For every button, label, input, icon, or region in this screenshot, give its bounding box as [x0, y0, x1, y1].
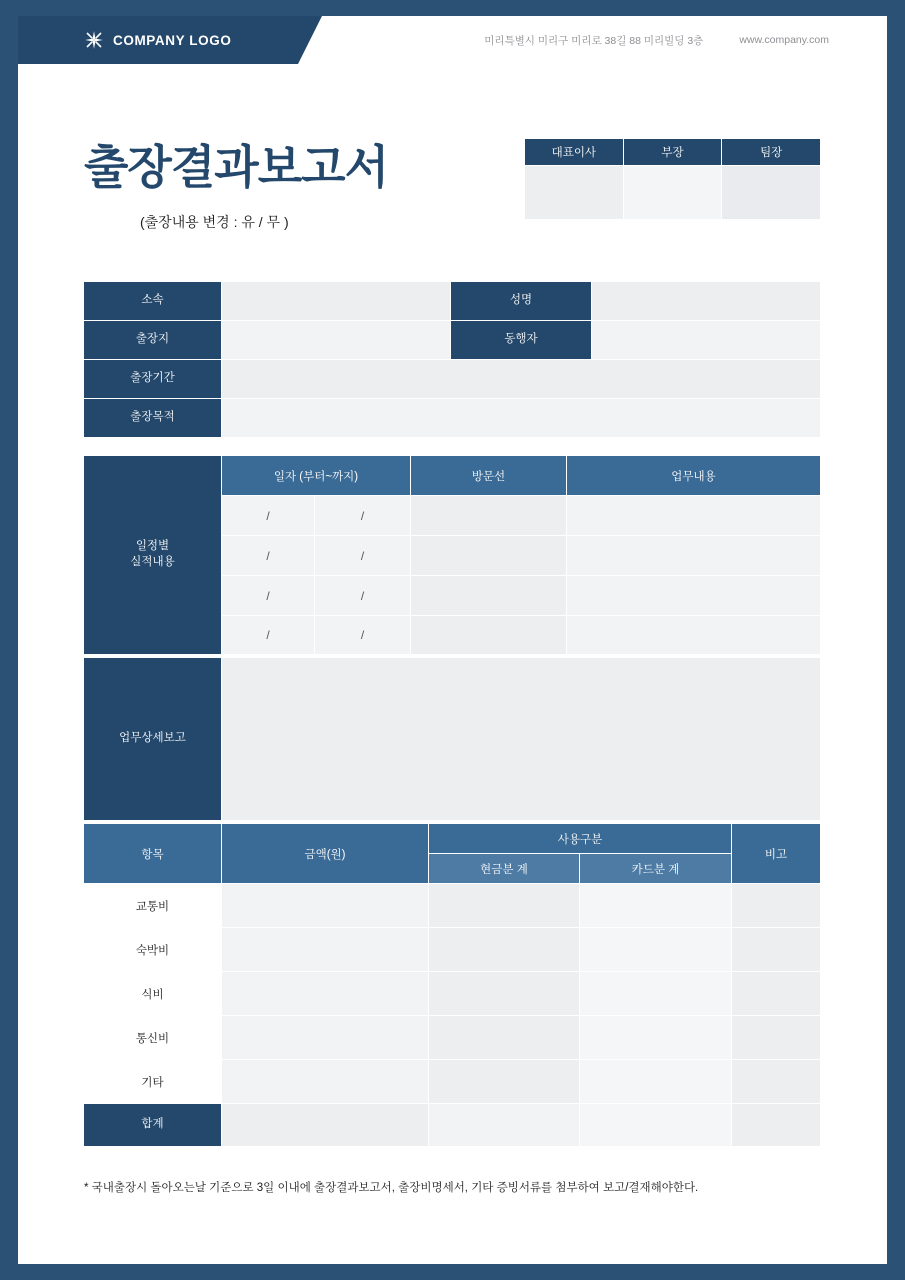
approval-label-manager: 부장	[624, 139, 722, 165]
row-label-communication: 통신비	[135, 1032, 170, 1045]
schedule-table	[84, 456, 820, 654]
cell-note-meals[interactable]	[732, 972, 820, 1015]
cell-card-meals[interactable]	[580, 972, 731, 1015]
row-label-meals: 식비	[141, 988, 164, 1001]
cell-date-from-2[interactable]: /	[222, 536, 314, 575]
company-address: 미리특별시 미리구 미리로 38길 88 미리빌딩 3층	[484, 34, 704, 47]
cell-card-transport[interactable]	[580, 884, 731, 927]
cell-note-transport[interactable]	[732, 884, 820, 927]
cell-amount-transport[interactable]	[222, 884, 428, 927]
approval-label-ceo: 대표이사	[525, 139, 623, 165]
cell-cash-communication[interactable]	[429, 1016, 579, 1059]
column-header-date: 일자 (부터~까지)	[222, 456, 410, 495]
cell-amount-communication[interactable]	[222, 1016, 428, 1059]
label-period: 출장기간	[84, 360, 221, 398]
cell-amount-etc[interactable]	[222, 1060, 428, 1103]
approval-label-teamlead: 팀장	[722, 139, 820, 165]
approval-signature-teamlead[interactable]	[722, 165, 820, 219]
page-header	[18, 16, 887, 64]
cell-visit-3[interactable]	[411, 576, 566, 615]
cell-note-lodging[interactable]	[732, 928, 820, 971]
cell-work-3[interactable]	[567, 576, 820, 615]
column-header-cash: 현금분 계	[429, 854, 579, 883]
field-destination[interactable]	[222, 321, 450, 359]
cell-card-total[interactable]	[580, 1104, 731, 1146]
cell-amount-lodging[interactable]	[222, 928, 428, 971]
cell-date-from-3[interactable]: /	[222, 576, 314, 615]
column-header-card: 카드분 계	[580, 854, 731, 883]
cell-date-to-2[interactable]: /	[315, 536, 410, 575]
company-website: www.company.com	[739, 34, 829, 46]
approval-column-manager	[623, 139, 722, 219]
label-schedule-results	[84, 456, 221, 654]
row-label-transport: 교통비	[135, 900, 170, 913]
page-title: 출장결과보고서	[84, 141, 389, 193]
table-row	[84, 360, 820, 398]
label-destination: 출장지	[84, 321, 221, 359]
field-detail-report[interactable]	[222, 658, 820, 820]
logo-text: COMPANY LOGO	[113, 32, 232, 48]
cell-cash-transport[interactable]	[429, 884, 579, 927]
field-purpose[interactable]	[222, 399, 820, 437]
document-page	[18, 16, 887, 1264]
label-name: 성명	[451, 282, 591, 320]
table-row	[84, 321, 820, 359]
approval-box	[525, 139, 820, 219]
field-period[interactable]	[222, 360, 820, 398]
footnote: * 국내출장시 돌아오는날 기준으로 3일 이내에 출장결과보고서, 출장비명세서, 기타 증빙서류를 첨부하여 보고/결재해야한다.	[84, 1182, 699, 1194]
row-label-total: 합계	[84, 1104, 221, 1146]
column-header-amount: 금액(원)	[222, 824, 428, 883]
cell-cash-lodging[interactable]	[429, 928, 579, 971]
detail-report-table	[84, 658, 820, 820]
table-row	[84, 399, 820, 437]
cell-date-from-4[interactable]: /	[222, 616, 314, 654]
cell-work-2[interactable]	[567, 536, 820, 575]
cell-card-communication[interactable]	[580, 1016, 731, 1059]
header-contact	[484, 16, 829, 64]
table-row	[84, 282, 820, 320]
expenses-table	[84, 824, 820, 1159]
cell-cash-etc[interactable]	[429, 1060, 579, 1103]
cell-note-communication[interactable]	[732, 1016, 820, 1059]
cell-work-1[interactable]	[567, 496, 820, 535]
label-purpose: 출장목적	[84, 399, 221, 437]
field-affiliation[interactable]	[222, 282, 450, 320]
column-header-work: 업무내용	[567, 456, 820, 495]
cell-card-lodging[interactable]	[580, 928, 731, 971]
label-schedule-line2: 실적내용	[130, 556, 175, 568]
basic-info-table	[84, 282, 820, 438]
cell-cash-meals[interactable]	[429, 972, 579, 1015]
column-header-visit: 방문선	[411, 456, 566, 495]
column-header-item: 항목	[84, 824, 221, 883]
cell-date-from-1[interactable]: /	[222, 496, 314, 535]
row-label-etc: 기타	[141, 1076, 164, 1089]
field-companion[interactable]	[592, 321, 820, 359]
title-subnote: (출장내용 변경 : 유 / 무 )	[140, 214, 289, 230]
cell-amount-meals[interactable]	[222, 972, 428, 1015]
cell-visit-1[interactable]	[411, 496, 566, 535]
cell-amount-total[interactable]	[222, 1104, 428, 1146]
cell-cash-total[interactable]	[429, 1104, 579, 1146]
column-header-usage: 사용구분	[429, 824, 731, 853]
compass-star-icon	[84, 30, 104, 50]
header-band-tail	[298, 16, 322, 64]
label-schedule-line1: 일정별	[135, 540, 170, 553]
column-header-note: 비고	[732, 824, 820, 883]
cell-date-to-4[interactable]: /	[315, 616, 410, 654]
approval-column-ceo	[525, 139, 623, 219]
label-affiliation: 소속	[84, 282, 221, 320]
cell-date-to-1[interactable]: /	[315, 496, 410, 535]
company-logo	[84, 16, 231, 64]
field-name[interactable]	[592, 282, 820, 320]
label-detail-report: 업무상세보고	[84, 658, 221, 820]
cell-card-etc[interactable]	[580, 1060, 731, 1103]
cell-date-to-3[interactable]: /	[315, 576, 410, 615]
cell-work-4[interactable]	[567, 616, 820, 654]
label-companion: 동행자	[451, 321, 591, 359]
cell-note-etc[interactable]	[732, 1060, 820, 1103]
cell-visit-4[interactable]	[411, 616, 566, 654]
approval-column-teamlead	[721, 139, 820, 219]
approval-signature-ceo[interactable]	[525, 165, 623, 219]
row-label-lodging: 숙박비	[135, 944, 170, 957]
cell-note-total[interactable]	[732, 1104, 820, 1146]
cell-visit-2[interactable]	[411, 536, 566, 575]
approval-signature-manager[interactable]	[624, 165, 722, 219]
